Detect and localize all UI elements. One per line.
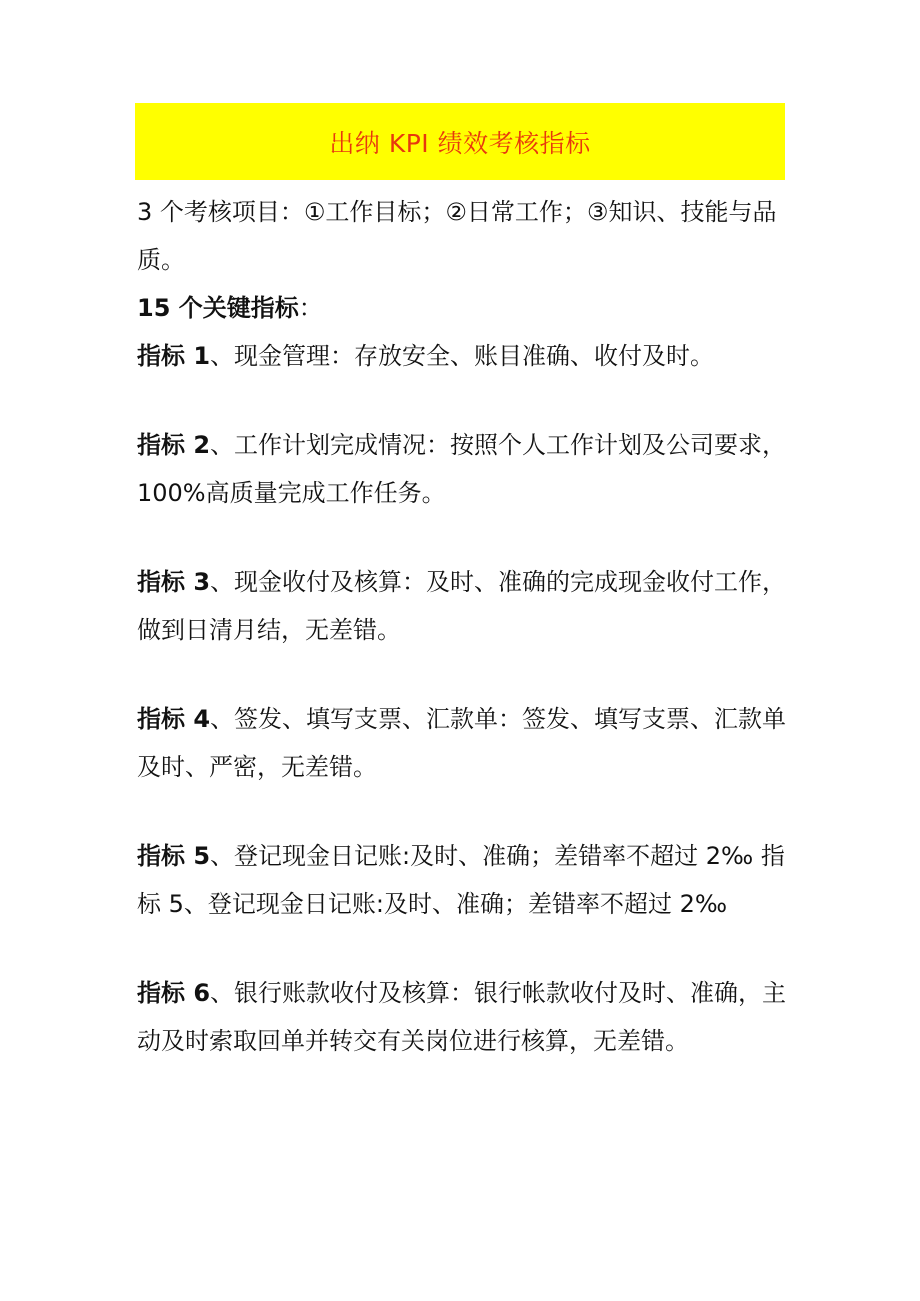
indicator-text: 、签发、填写支票、汇款单：签发、填写支票、汇款单及时、严密，无差错。 [137, 705, 787, 781]
indicator-5 [137, 832, 787, 928]
indicator-text: 、现金管理：存放安全、账目准确、收付及时。 [210, 342, 715, 370]
indicator-label: 指标 4 [137, 705, 211, 733]
indicator-text: 、银行账款收付及核算：银行帐款收付及时、准确，主动及时索取回单并转交有关岗位进行核算，无差错。 [137, 979, 787, 1055]
indicator-1 [137, 332, 787, 380]
title-banner [135, 103, 785, 180]
indicator-2 [137, 421, 787, 517]
indicator-label: 指标 1 [137, 342, 211, 370]
indicator-text: 、登记现金日记账:及时、准确；差错率不超过 2‰ 指标 5、登记现金日记账:及时、准确；差错率不超过 2‰ [137, 842, 785, 918]
indicator-6 [137, 969, 787, 1065]
intro-paragraph: 3 个考核项目：①工作目标；②日常工作；③知识、技能与品质。 [137, 198, 777, 274]
document-body [137, 188, 787, 1065]
indicator-label: 指标 6 [137, 979, 211, 1007]
indicator-text: 、工作计划完成情况：按照个人工作计划及公司要求，100%高质量完成工作任务。 [137, 431, 787, 507]
indicator-label: 指标 3 [137, 568, 211, 596]
key-indicators-heading [137, 284, 787, 332]
indicator-4 [137, 695, 787, 791]
key-indicators-heading-bold: 15 个关键指标 [137, 294, 299, 322]
indicator-text: 、现金收付及核算：及时、准确的完成现金收付工作，做到日清月结，无差错。 [137, 568, 787, 644]
indicator-3 [137, 558, 787, 654]
document-title: 出纳 KPI 绩效考核指标 [329, 128, 591, 158]
key-indicators-heading-colon: ： [298, 294, 323, 322]
indicator-label: 指标 5 [137, 842, 211, 870]
indicator-label: 指标 2 [137, 431, 211, 459]
